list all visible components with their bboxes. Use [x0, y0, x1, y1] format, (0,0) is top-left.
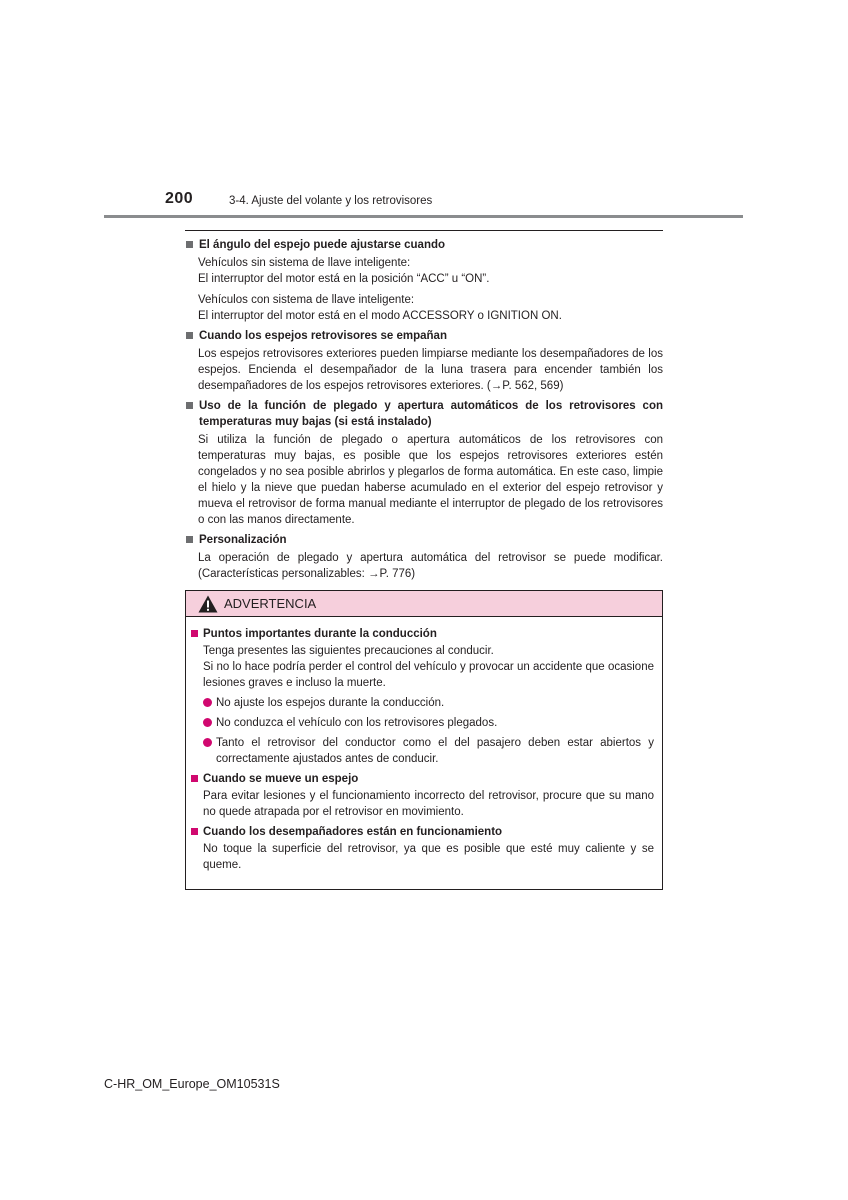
warning-section — [191, 824, 654, 873]
warning-header — [186, 591, 662, 617]
content-area — [185, 230, 663, 586]
warning-bullet — [203, 735, 654, 767]
pink-square-icon — [191, 828, 198, 835]
bullet-text: No ajuste los espejos durante la conducción. — [216, 697, 445, 709]
section-paragraph: La operación de plegado y apertura automática del retrovisor se puede modificar. (Características personalizables: →P. 776) — [198, 552, 663, 580]
warning-heading: Cuando los desempañadores están en funcionamiento — [203, 826, 503, 838]
gray-square-icon — [186, 332, 193, 339]
warning-title: ADVERTENCIA — [224, 596, 317, 611]
warning-paragraph: No toque la superficie del retrovisor, ya que es posible que esté muy caliente y se queme. — [203, 843, 654, 871]
warning-bullet — [203, 695, 654, 711]
warning-paragraph: Tenga presentes las siguientes precauciones al conducir. Si no lo hace podría perder el control del vehículo y provocar un accidente que ocasione lesiones graves e incluso la muerte. — [203, 645, 654, 689]
page-number: 200 — [165, 190, 194, 207]
warning-bullet — [203, 715, 654, 731]
section-paragraph: Si utiliza la función de plegado o apertura automáticos de los retrovisores con temperaturas muy bajas, es posible que los espejos retrovisores exteriores estén congelados y no sea posible abrirlos y plegarlos de forma automática. En este caso, limpie el hielo y la nieve que puedan haberse acumulado en el exterior del espejo retrovisor y mueva el retrovisor de forma manual mediante el interruptor de plegado de los retrovisores o con las manos directamente. — [198, 434, 663, 526]
section-heading: El ángulo del espejo puede ajustarse cuando — [199, 239, 446, 251]
warning-heading: Cuando se mueve un espejo — [203, 773, 359, 785]
section-fogged-mirrors — [185, 328, 663, 394]
warning-box — [185, 590, 663, 890]
warning-body — [186, 617, 662, 873]
section-heading: Cuando los espejos retrovisores se empañan — [199, 330, 447, 342]
section-heading: Uso de la función de plegado y apertura automáticos de los retrovisores con temperaturas muy bajas (si está instalado) — [199, 400, 663, 428]
section-customization — [185, 532, 663, 582]
section-paragraph: Vehículos sin sistema de llave inteligente: El interruptor del motor está en la posición “ACC” u “ON”. — [198, 257, 490, 285]
section-title: 3-4. Ajuste del volante y los retrovisores — [229, 195, 433, 207]
section-paragraph: Los espejos retrovisores exteriores pueden limpiarse mediante los desempañadores de los espejos. Encienda el desempañador de la luna trasera para encender también los desempañadores de los espejos retrovisores exteriores. (→P. 562, 569) — [198, 348, 663, 392]
bullet-text: Tanto el retrovisor del conductor como el del pasajero deben estar abiertos y correctamente ajustados antes de conducir. — [216, 737, 654, 765]
pink-square-icon — [191, 775, 198, 782]
footer-code: C-HR_OM_Europe_OM10531S — [104, 1077, 280, 1091]
warning-paragraph: Para evitar lesiones y el funcionamiento incorrecto del retrovisor, procure que su mano no quede atrapada por el retrovisor en movimiento. — [203, 790, 654, 818]
bullet-dot-icon — [203, 738, 212, 747]
gray-square-icon — [186, 402, 193, 409]
pink-square-icon — [191, 630, 198, 637]
section-paragraph: Vehículos con sistema de llave inteligente: El interruptor del motor está en el modo ACCESSORY o IGNITION ON. — [198, 294, 562, 322]
gray-square-icon — [186, 536, 193, 543]
warning-section — [191, 626, 654, 767]
section-mirror-angle — [185, 237, 663, 324]
bullet-text: No conduzca el vehículo con los retrovisores plegados. — [216, 717, 498, 729]
bullet-dot-icon — [203, 718, 212, 727]
header-rule — [104, 215, 743, 218]
warning-triangle-icon — [198, 595, 218, 613]
warning-section — [191, 771, 654, 820]
gray-square-icon — [186, 241, 193, 248]
warning-heading: Puntos importantes durante la conducción — [203, 628, 437, 640]
section-auto-fold — [185, 398, 663, 528]
bullet-dot-icon — [203, 698, 212, 707]
section-heading: Personalización — [199, 534, 287, 546]
